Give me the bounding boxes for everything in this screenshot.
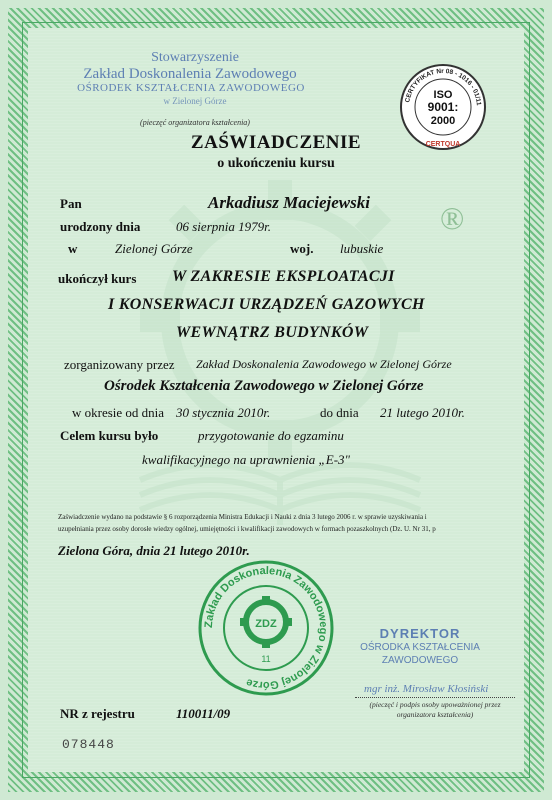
director-title: DYREKTOR <box>379 626 461 641</box>
director-line3: ZAWODOWEGO <box>381 655 459 666</box>
place-date: Zielona Góra, dnia 21 lutego 2010r. <box>58 543 250 558</box>
period-from-label: w okresie od dnia <box>72 405 165 420</box>
zdz-logo-text: ZDZ <box>255 618 277 630</box>
zdz-round-seal <box>196 558 336 698</box>
organized-by: Zakład Doskonalenia Zawodowego w Zielonej Górze <box>196 357 452 371</box>
period-to-date: 21 lutego 2010r. <box>380 405 465 420</box>
purpose-line2: kwalifikacyjnego na uprawnienia „E-3" <box>142 452 351 467</box>
born-place: Zielonej Górze <box>115 241 193 256</box>
page-title: ZAŚWIADCZENIE <box>190 132 362 153</box>
certqua-label: CERTQUA <box>425 141 461 148</box>
purpose-line1: przygotowanie do egzaminu <box>198 428 344 443</box>
registered-mark: ® <box>440 200 465 236</box>
course-name-line1: W ZAKRESIE EKSPLOATACJI <box>172 268 395 285</box>
organizer-line1: Stowarzyszenie <box>151 50 239 65</box>
course-name-line3: WEWNĄTRZ BUDYNKÓW <box>176 324 369 341</box>
recipient-name: Arkadiusz Maciejewski <box>208 193 370 212</box>
iso-year: 2000 <box>430 115 456 127</box>
iso-label: ISO <box>433 89 453 101</box>
voivodeship-label: woj. <box>290 241 314 256</box>
organized-center: Ośrodek Kształcenia Zawodowego w Zielonej Górze <box>104 378 424 394</box>
page-subtitle: o ukończeniu kursu <box>217 156 335 171</box>
organizer-caption: (pieczęć organizatora kształcenia) <box>140 118 250 127</box>
serial-number: 078448 <box>62 737 115 752</box>
course-label: ukończył kurs <box>58 271 137 286</box>
legal-basis-line1: Zaświadczenie wydano na podstawie § 6 rozporządzenia Ministra Edukacji i Nauki z dnia 3 lutego 2006 r. w sprawie uzyskiwania i <box>58 513 427 521</box>
purpose-label: Celem kursu było <box>60 428 159 443</box>
registry-number: 110011/09 <box>176 706 231 721</box>
director-line2: OŚRODKA KSZTAŁCENIA <box>360 642 480 653</box>
born-in-label: w <box>68 241 78 256</box>
signature-caption: (pieczęć i podpis osoby upoważnionej przez organizatora kształcenia) <box>369 700 501 719</box>
organizer-line3: OŚRODEK KSZTAŁCENIA ZAWODOWEGO <box>77 82 305 94</box>
signature-line <box>355 697 515 698</box>
seal-ring-text: Zakład Doskonalenia Zawodowego w Zielonej Górze <box>202 564 330 692</box>
period-to-label: do dnia <box>320 405 359 420</box>
voivodeship: lubuskie <box>340 241 384 256</box>
iso-number: 9001: <box>427 100 459 114</box>
born-date: 06 sierpnia 1979r. <box>176 219 271 234</box>
organized-label: zorganizowany przez <box>64 357 175 372</box>
registry-label: NR z rejestru <box>60 706 135 721</box>
pan-label: Pan <box>60 196 82 211</box>
period-from-date: 30 stycznia 2010r. <box>176 405 271 420</box>
seal-number: 11 <box>261 654 271 664</box>
course-name-line2: I KONSERWACJI URZĄDZEŃ GAZOWYCH <box>108 296 425 313</box>
born-label: urodzony dnia <box>60 219 141 234</box>
organizer-line2: Zakład Doskonalenia Zawodowego <box>83 66 297 82</box>
iso-ring-text: CERTYFIKAT Nr 08 - 1016 - 01/11 <box>404 67 482 106</box>
legal-basis-line2: uzupełniania przez osoby dorosłe wiedzy ogólnej, umiejętności i kwalifikacji zawodowych w formach pozaszkolnych (Dz. U. Nr 31, p <box>58 525 436 533</box>
director-signature: mgr inż. Mirosław Kłosiński <box>364 683 489 695</box>
organizer-line4: w Zielonej Górze <box>163 96 227 106</box>
